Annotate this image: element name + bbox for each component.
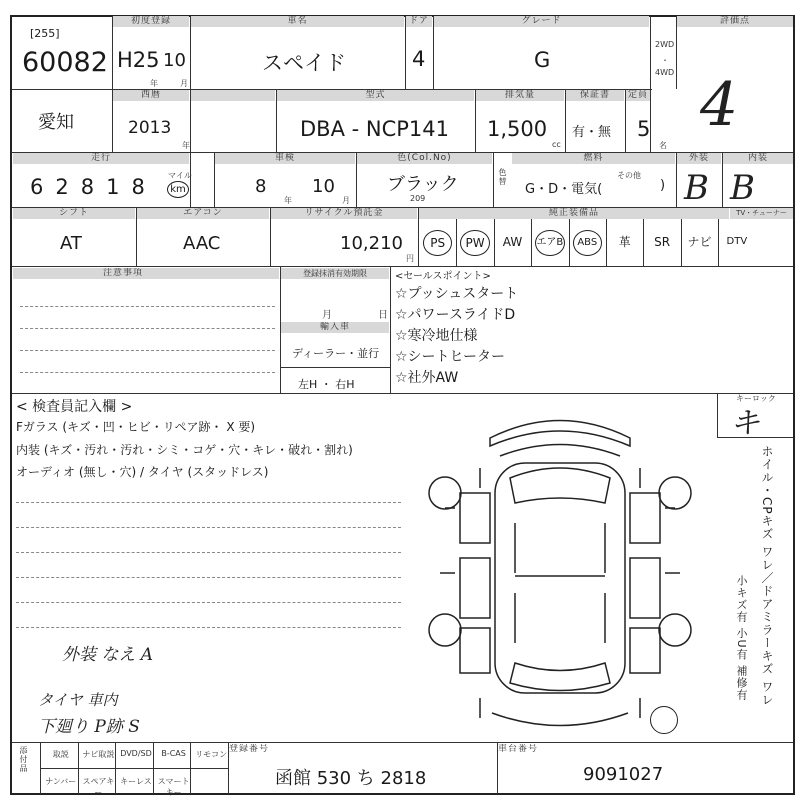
accessory-item: 取説 (52, 750, 69, 759)
drive-2wd: 2WD (655, 40, 675, 49)
shift-value: AT (60, 233, 82, 254)
dashed-line (16, 502, 401, 503)
mileage-label: 走行 (13, 153, 189, 164)
yen-unit: 円 (406, 254, 414, 263)
equipment-divider (643, 219, 644, 266)
prefecture: 愛知 (38, 112, 74, 133)
divider (281, 367, 390, 368)
inspector-line-glass: Fガラス (キズ・凹・ヒビ・リペア跡・ X 要) (16, 420, 256, 434)
doors-value: 4 (412, 47, 426, 71)
grade-value: G (534, 48, 551, 72)
inspector-title: < 検査員記入欄 > (16, 399, 133, 415)
year-unit: 年 (150, 79, 158, 88)
month-unit: 月 (180, 79, 188, 88)
accessory-item: ナンバー (45, 777, 77, 786)
mileage-digit: 1 (106, 175, 132, 199)
sales-point: ☆プッシュスタート (395, 286, 519, 302)
equipment-item: PS (423, 230, 452, 256)
year-unit-2: 年 (182, 141, 190, 150)
equipment-item: AW (502, 235, 523, 249)
sales-label: <セールスポイント> (395, 271, 491, 282)
interior-value: B (730, 168, 755, 208)
car-diagram (420, 398, 700, 743)
notes-bottom-line (12, 393, 793, 394)
mileage-digit: 8 (80, 175, 107, 199)
type-label-blank (191, 90, 275, 101)
dashed-line (16, 627, 401, 628)
equipment-item: PW (460, 230, 489, 256)
damage-legend-small: 小キズ有 小U有 補修有 (735, 575, 748, 702)
vin-label: 車台番号 (498, 744, 558, 755)
fuel-other: その他 (617, 171, 641, 180)
mileage-digits (30, 175, 157, 199)
reg-expiry-label: 登録抹消有効期限 (281, 268, 389, 279)
sales-point: ☆寒冷地仕様 (395, 328, 478, 344)
dashed-line (16, 577, 401, 578)
seats-value: 5 (637, 117, 651, 141)
reg-day: 日 (378, 310, 388, 321)
wheel-front-right (659, 477, 691, 509)
accessory-item: ナビ取説 (82, 750, 115, 759)
accessory-item: キーレス (120, 777, 152, 786)
equipment-divider (681, 219, 682, 266)
inspection-year: 8 (255, 176, 267, 197)
dashed-line (16, 552, 401, 553)
equipment-item: エアB (535, 230, 564, 256)
score-value: 4 (700, 70, 739, 140)
accessory-item: スペアキー (82, 777, 115, 797)
keylock-label: キーロック (736, 394, 776, 403)
handwritten-exterior-note: 外装 なえ A (62, 645, 154, 665)
equipment-item: ABS (573, 230, 602, 256)
cc-unit: cc (552, 140, 561, 149)
divider (390, 266, 391, 393)
handwritten-tire-note: タイヤ 車内 (38, 691, 118, 709)
equipment-divider (456, 219, 457, 266)
lot-number: 60082 (22, 47, 108, 78)
color-label: 色(Col.No) (357, 153, 492, 164)
color-code: 209 (410, 194, 426, 203)
divider (40, 768, 228, 769)
accessory-item: DVD/SD (120, 749, 152, 758)
equipment-item: DTV (726, 236, 748, 247)
caution-label: 注意事項 (13, 268, 279, 279)
accessories-label: 添付品 (19, 746, 28, 773)
dashed-line (16, 602, 401, 603)
first-reg-label: 初度登録 (113, 16, 189, 27)
car-diagram-lines (440, 421, 680, 726)
model-name: スペイド (262, 51, 346, 75)
accessory-item: B-CAS (161, 749, 186, 758)
accessory-item: スマートキー (157, 777, 190, 797)
equipment-divider (718, 219, 719, 266)
keylock-mark: キ (730, 406, 760, 441)
tv-label: TV・チューナー (730, 208, 793, 219)
wheel-front-left (429, 477, 461, 509)
fuel-value: G・D・電気( (525, 182, 603, 197)
mileage-digit: 8 (131, 175, 157, 199)
dashed-line (20, 372, 275, 373)
drive-4wd: 4WD (655, 68, 675, 77)
displacement-value: 1,500 (487, 117, 548, 141)
spare-tire-circle (650, 706, 678, 734)
equipment-item: 革 (618, 235, 631, 249)
seats-unit: 名 (659, 141, 667, 150)
model-label: 車名 (191, 16, 404, 27)
recycle-value: 10,210 (340, 233, 403, 254)
handwritten-underbody-note: 下廻り P跡 S (38, 717, 140, 737)
equipment-divider (569, 219, 570, 266)
dashed-line (20, 328, 275, 329)
interior-label: 内装 (723, 153, 793, 164)
grade-label: グレード (434, 16, 649, 27)
equipment-item: SR (654, 235, 671, 249)
plate-label: 登録番号 (229, 744, 289, 755)
import-label: 輸入車 (281, 322, 389, 333)
wheel-rear-left (429, 614, 461, 646)
sales-point: ☆シートヒーター (395, 349, 505, 365)
first-reg-month: 10 (163, 50, 186, 71)
warranty-label: 保証書 (566, 90, 624, 101)
equipment-divider (531, 219, 532, 266)
score-label: 評価点 (677, 16, 793, 27)
displacement-label: 排気量 (476, 90, 564, 101)
first-reg-era: H25 (117, 48, 160, 72)
inspection-label: 車検 (215, 153, 355, 164)
handle-side: 左H ・ 右H (298, 378, 355, 391)
sales-point: ☆パワースライドD (395, 307, 516, 323)
ac-label: エアコン (137, 208, 269, 219)
equipment-divider (606, 219, 607, 266)
inspector-line-interior: 内装 (キズ・汚れ・汚れ・シミ・コゲ・穴・キレ・破れ・割れ) (16, 443, 353, 457)
doors-label: ドア (406, 16, 432, 27)
color-change-label: 色替 (498, 168, 507, 186)
dashed-line (20, 306, 275, 307)
inspection-year-unit: 年 (284, 196, 292, 205)
lot-box: [255] (30, 27, 60, 40)
wheel-rear-right (659, 614, 691, 646)
chassis-value: DBA - NCP141 (300, 117, 449, 141)
seats-label: 定員 (627, 90, 648, 100)
equipment-divider (494, 219, 495, 266)
damage-legend: ホイル・CPキズ ワレ／ドアミラーキズ ワレ (760, 445, 774, 707)
equipment-item: ナビ (687, 235, 712, 249)
mileage-digit: 6 (30, 175, 56, 199)
chassis-label: 型式 (277, 90, 474, 101)
year-label: 西暦 (113, 90, 189, 101)
shift-label: シフト (13, 208, 135, 219)
mile-unit: マイル (168, 171, 192, 180)
warranty-value: 有・無 (572, 125, 612, 140)
reg-month: 月 (322, 310, 332, 321)
divider (493, 152, 494, 207)
plate-value: 函館 530 ち 2818 (275, 768, 427, 789)
year-value: 2013 (128, 118, 172, 138)
equipment-label: 純正装備品 (419, 208, 729, 219)
inspector-line-audio: オーディオ (無し・穴) / タイヤ (スタッドレス) (16, 465, 269, 479)
inspection-month: 10 (312, 176, 335, 197)
inspection-month-unit: 月 (342, 196, 350, 205)
dashed-line (20, 350, 275, 351)
dashed-line (16, 527, 401, 528)
color-value: ブラック (387, 174, 459, 195)
vin-value: 9091027 (583, 764, 664, 785)
km-unit: km (167, 181, 189, 198)
mileage-digit: 2 (55, 175, 81, 199)
exterior-value: B (684, 168, 709, 208)
dealer-parallel: ディーラー・並行 (292, 347, 380, 360)
ac-value: AAC (183, 233, 221, 254)
accessory-item: リモコン (195, 750, 228, 759)
sales-point: ☆社外AW (395, 370, 459, 386)
recycle-label: リサイクル預託金 (271, 208, 417, 219)
fuel-label: 燃料 (512, 153, 675, 164)
exterior-label: 外装 (677, 153, 721, 164)
